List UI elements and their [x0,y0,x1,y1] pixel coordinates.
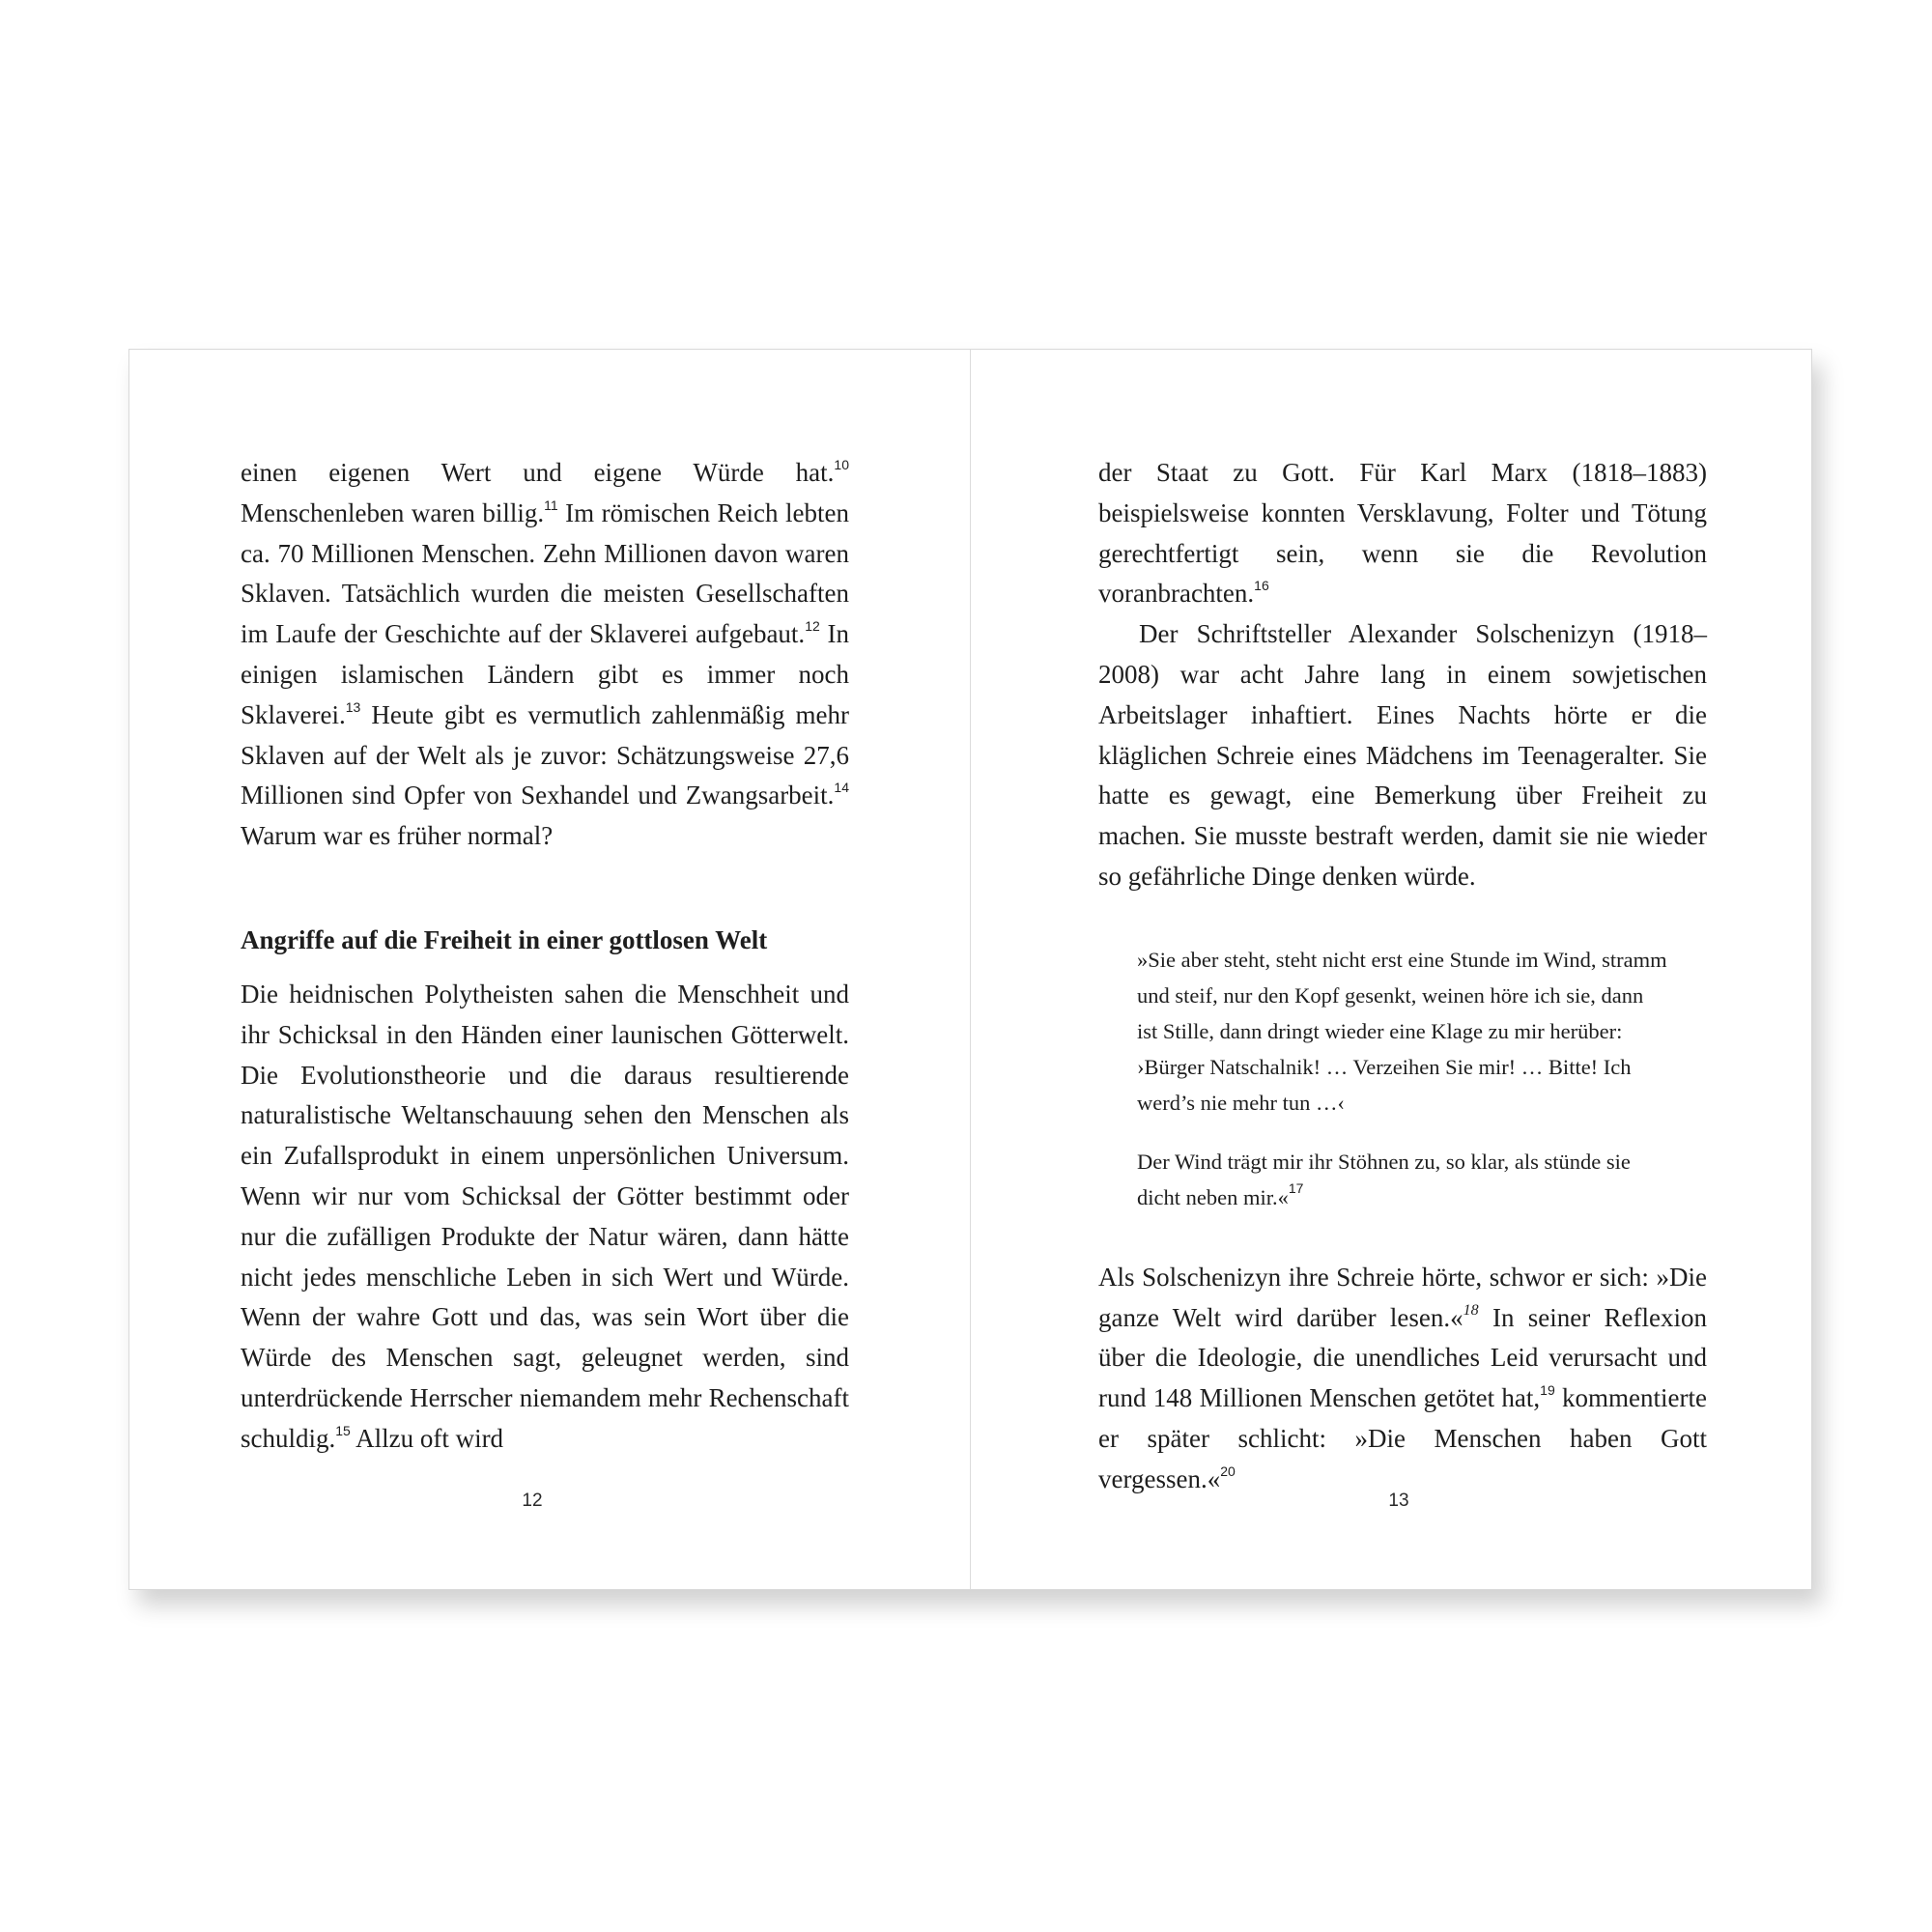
text-run: In einigen islamischen Ländern gibt es immer noch Sklaverei. [241,619,849,729]
quote-paragraph-2 [1137,1144,1668,1215]
footnote-ref: 20 [1220,1463,1236,1479]
footnote-ref: 10 [834,457,849,472]
footnote-ref: 15 [335,1422,351,1438]
page-number-right: 13 [1388,1491,1409,1511]
left-page-text [241,453,849,1460]
text-run: einen eigenen Wert und eigene Würde hat. [241,458,835,487]
footnote-ref: 17 [1288,1179,1304,1196]
text-run: Allzu oft wird [350,1423,504,1453]
section-heading: Angriffe auf die Freiheit in einer gottlosen Welt [241,924,768,954]
right-paragraph-1 [1098,453,1707,614]
footnote-ref: 12 [805,618,820,635]
right-paragraph-3 [1098,1258,1707,1500]
text-run: Im römischen Reich lebten ca. 70 Millionen Menschen. Zehn Millionen davon waren Sklaven. Tatsächlich wurden die meisten Gesellschaften im Laufe der Geschichte auf der Sklaverei aufgebaut. [241,497,849,649]
quote-paragraph-1: »Sie aber steht, steht nicht erst eine Stunde im Wind, stramm und steif, nur den Kopf gesenkt, weinen höre ich sie, dann ist Stille, dann dringt wieder eine Klage zu mir herüber: ›Bürger Natschalnik! … Verzeihen Sie mir! … Bitte! Ich werd’s nie mehr tun …‹ [1137,947,1667,1115]
text-run: In seiner Reflexion über die Ideologie, die unendliches Leid verursacht und rund 148 Millionen Menschen getötet hat, [1098,1302,1707,1413]
text-run: Warum war es früher normal? [241,821,554,851]
footnote-ref: 16 [1254,578,1269,594]
book-spread [128,349,1812,1590]
footnote-ref: 14 [834,780,849,796]
left-paragraph-1 [241,453,849,857]
left-paragraph-2 [241,975,849,1460]
block-quote [1137,942,1668,1215]
text-run: Die heidnischen Polytheisten sahen die Menschheit und ihr Schicksal in den Händen einer launischen Götterwelt. Die Evolutionstheorie und die daraus resultierende naturalistische Weltanschauung sehen den Menschen als ein Zufallsprodukt in einem unpersönlichen Universum. Wenn wir nur vom Schicksal der Götter bestimmt oder nur die zufälligen Produkte der Natur wären, dann hätte nicht jedes menschliche Leben in sich Wert und Würde. Wenn der wahre Gott und das, was sein Wort über die Würde des Menschen sagt, geleugnet werden, sind unterdrückende Herrscher niemandem mehr Rechenschaft schuldig. [241,979,849,1453]
footnote-ref: 11 [544,497,558,513]
text-run: Als Solschenizyn ihre Schreie hörte, schwor er sich: »Die ganze Welt wird darüber lesen.« [1098,1262,1707,1332]
footnote-ref: 18 [1463,1301,1479,1319]
text-run: Der Wind trägt mir ihr Stöhnen zu, so klar, als stünde sie dicht neben mir.« [1137,1149,1631,1209]
text-run: kommentierte er später schlicht: »Die Menschen haben Gott vergessen.« [1098,1383,1707,1493]
text-run: Heute gibt es vermutlich zahlenmäßig mehr Sklaven auf der Welt als je zuvor: Schätzungsweise 27,6 Millionen sind Opfer von Sexhandel und Zwangsarbeit. [241,699,849,810]
page-number-left: 12 [522,1491,543,1511]
footnote-ref: 13 [345,698,361,715]
text-run: der Staat zu Gott. Für Karl Marx (1818–1883) beispielsweise konnten Versklavung, Folter und Tötung gerechtfertigt sein, wenn sie die Revolution voranbrachten. [1098,458,1707,609]
right-paragraph-2: Der Schriftsteller Alexander Solschenizyn (1918–2008) war acht Jahre lang in einem sowjetischen Arbeitslager inhaftiert. Eines Nachts hörte er die kläglichen Schreie eines Mädchens im Teenageralter. Sie hatte es gewagt, eine Bemerkung über Freiheit zu machen. Sie musste bestraft werden, damit sie nie wieder so gefährliche Dinge denken würde. [1098,619,1707,891]
text-run: Menschenleben waren billig. [241,497,545,527]
book-gutter [970,350,971,1589]
right-page-text [1098,453,1707,1500]
footnote-ref: 19 [1540,1382,1555,1399]
